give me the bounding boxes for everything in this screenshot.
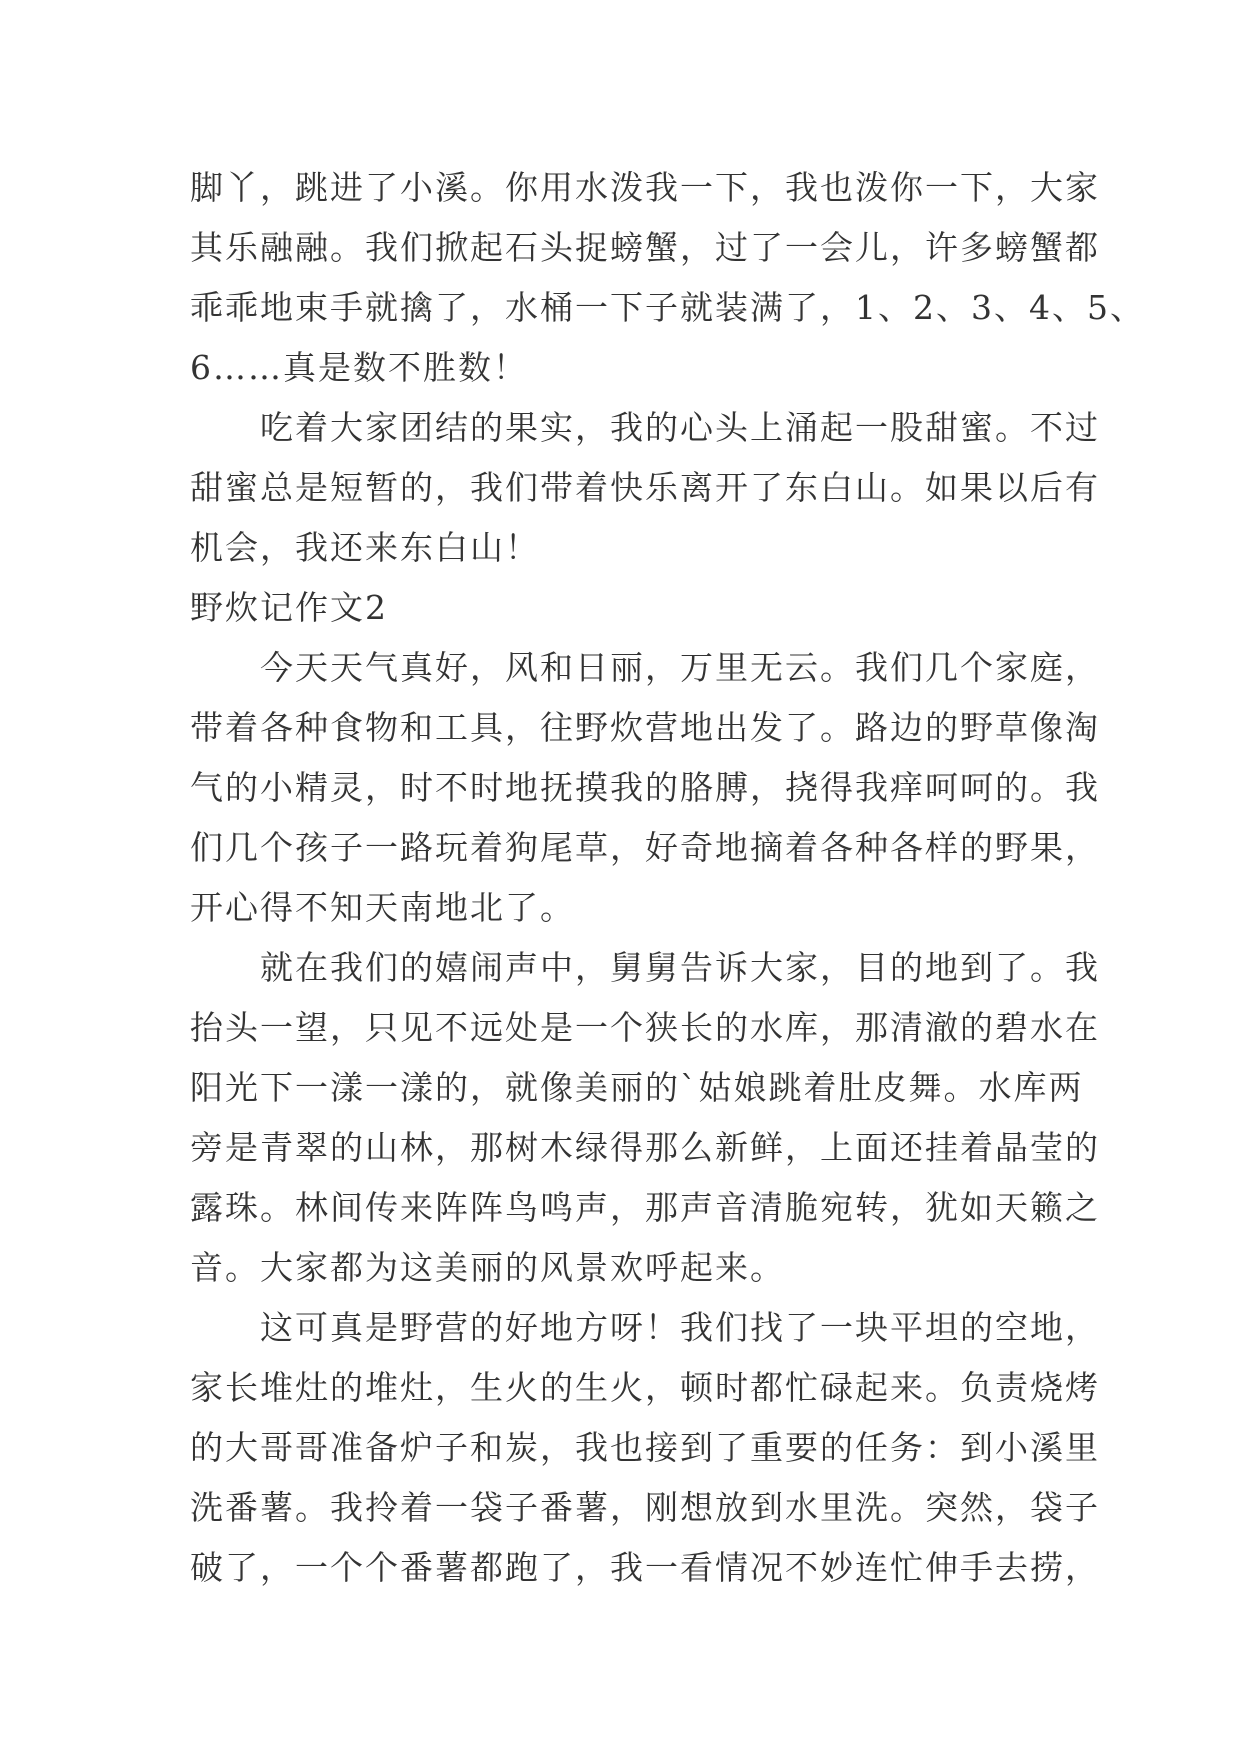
paragraph — [190, 398, 1100, 578]
text-line: 抬头一望，只见不远处是一个狭长的水库，那清澈的碧水在 — [190, 1008, 1100, 1047]
text-line: 开心得不知天南地北了。 — [190, 888, 575, 927]
text-line: 洗番薯。我拎着一袋子番薯，刚想放到水里洗。突然，袋子 — [190, 1488, 1100, 1527]
text-line: 就在我们的嬉闹声中，舅舅告诉大家，目的地到了。我 — [260, 948, 1100, 987]
text-line: 们几个孩子一路玩着狗尾草，好奇地摘着各种各样的野果， — [190, 828, 1100, 867]
paragraph — [190, 1298, 1100, 1598]
text-line: 机会，我还来东白山！ — [190, 528, 540, 567]
text-line: 6……真是数不胜数！ — [190, 348, 528, 387]
section-heading: 野炊记作文2 — [190, 588, 388, 627]
text-line: 的大哥哥准备炉子和炭，我也接到了重要的任务：到小溪里 — [190, 1428, 1100, 1467]
text-line: 吃着大家团结的果实，我的心头上涌起一股甜蜜。不过 — [260, 408, 1100, 447]
paragraph — [190, 638, 1100, 938]
text-line: 气的小精灵，时不时地抚摸我的胳膊，挠得我痒呵呵的。我 — [190, 768, 1100, 807]
text-line: 甜蜜总是短暂的，我们带着快乐离开了东白山。如果以后有 — [190, 468, 1100, 507]
text-line: 其乐融融。我们掀起石头捉螃蟹，过了一会儿，许多螃蟹都 — [190, 228, 1100, 267]
text-line: 音。大家都为这美丽的风景欢呼起来。 — [190, 1248, 785, 1287]
text-line: 破了，一个个番薯都跑了，我一看情况不妙连忙伸手去捞， — [190, 1548, 1100, 1587]
text-line: 带着各种食物和工具，往野炊营地出发了。路边的野草像淘 — [190, 708, 1100, 747]
text-line: 家长堆灶的堆灶，生火的生火，顿时都忙碌起来。负责烧烤 — [190, 1368, 1100, 1407]
text-line: 今天天气真好，风和日丽，万里无云。我们几个家庭， — [260, 648, 1100, 687]
text-line: 乖乖地束手就擒了，水桶一下子就装满了，1、2、3、4、5、 — [190, 288, 1145, 327]
text-line: 这可真是野营的好地方呀！我们找了一块平坦的空地， — [260, 1308, 1100, 1347]
text-line: 脚丫，跳进了小溪。你用水泼我一下，我也泼你一下，大家 — [190, 168, 1100, 207]
text-line: 露珠。林间传来阵阵鸟鸣声，那声音清脆宛转，犹如天籁之 — [190, 1188, 1100, 1227]
paragraph — [190, 938, 1100, 1298]
paragraph — [190, 158, 1145, 398]
text-line: 阳光下一漾一漾的，就像美丽的`姑娘跳着肚皮舞。水库两 — [190, 1068, 1084, 1107]
document-body — [190, 158, 1145, 1598]
text-line: 旁是青翠的山林，那树木绿得那么新鲜，上面还挂着晶莹的 — [190, 1128, 1100, 1167]
